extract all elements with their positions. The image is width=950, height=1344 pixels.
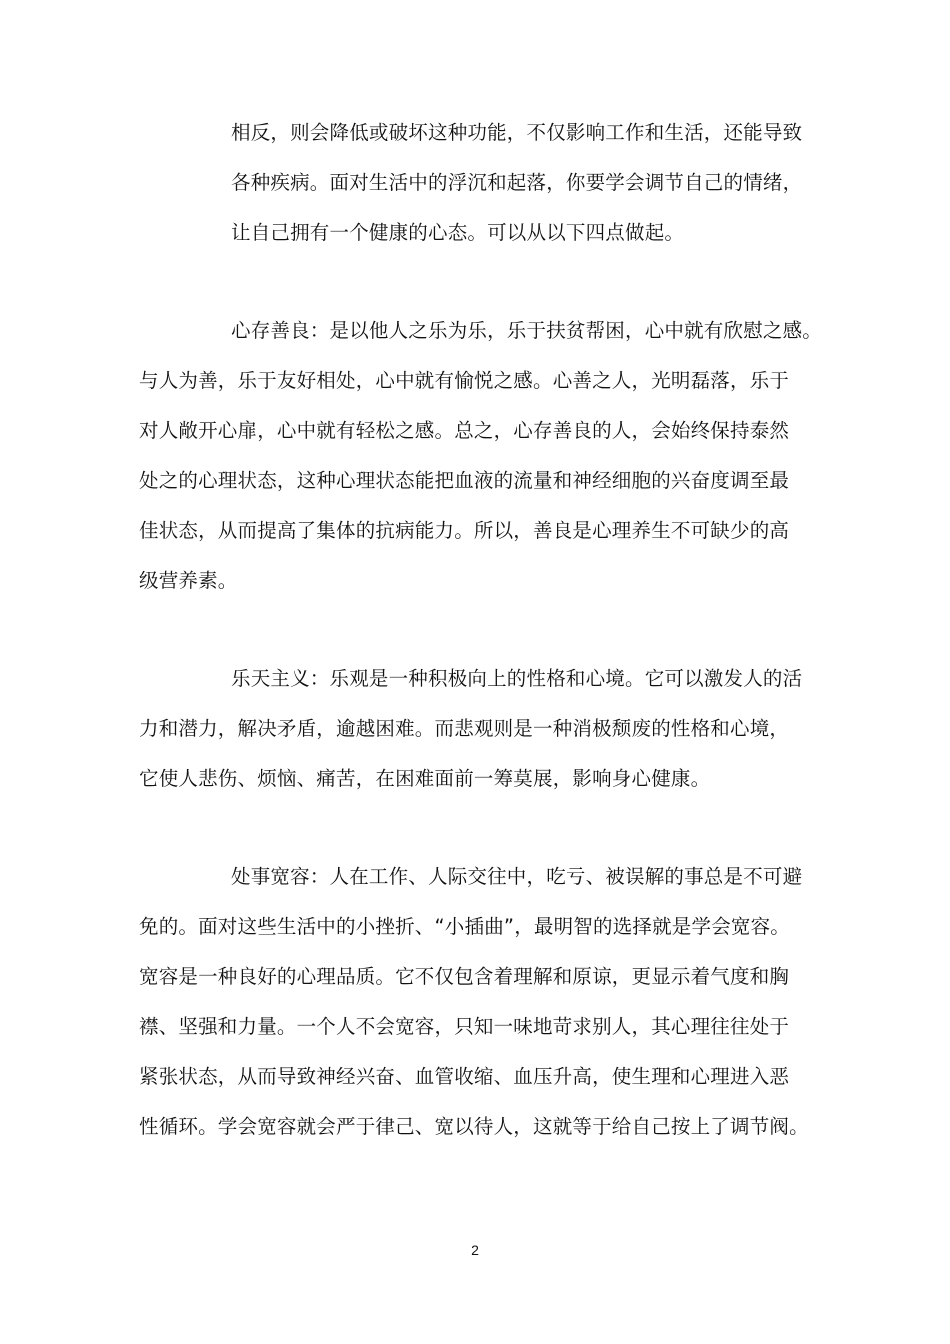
paragraph-line: 心存善良：是以他人之乐为乐，乐于扶贫帮困，心中就有欣慰之感。: [231, 319, 823, 342]
paragraph-line: 免的。面对这些生活中的小挫折、“小插曲”，最明智的选择就是学会宽容。: [139, 915, 791, 938]
paragraph-line: 紧张状态，从而导致神经兴奋、血管收缩、血压升高，使生理和心理进入恶: [139, 1065, 790, 1088]
paragraph-line: 襟、坚强和力量。一个人不会宽容，只知一味地苛求别人，其心理往往处于: [139, 1015, 790, 1038]
paragraph-line: 佳状态，从而提高了集体的抗病能力。所以，善良是心理养生不可缺少的高: [139, 519, 790, 542]
paragraph-line: 宽容是一种良好的心理品质。它不仅包含着理解和原谅，更显示着气度和胸: [139, 965, 790, 988]
paragraph-line: 与人为善，乐于友好相处，心中就有愉悦之感。心善之人，光明磊落，乐于: [139, 369, 790, 392]
paragraph-line: 各种疾病。面对生活中的浮沉和起落，你要学会调节自己的情绪，: [231, 171, 803, 194]
paragraph-line: 处事宽容：人在工作、人际交往中，吃亏、被误解的事总是不可避: [231, 865, 803, 888]
paragraph-line: 它使人悲伤、烦恼、痛苦，在困难面前一筹莫展，影响身心健康。: [139, 767, 711, 790]
paragraph-line: 级营养素。: [139, 569, 238, 592]
paragraph-line: 对人敞开心扉，心中就有轻松之感。总之，心存善良的人，会始终保持泰然: [139, 419, 790, 442]
paragraph-line: 处之的心理状态，这种心理状态能把血液的流量和神经细胞的兴奋度调至最: [139, 469, 790, 492]
paragraph-line: 相反，则会降低或破坏这种功能，不仅影响工作和生活，还能导致: [231, 121, 803, 144]
paragraph-line: 乐天主义：乐观是一种积极向上的性格和心境。它可以激发人的活: [231, 667, 803, 690]
paragraph-line: 力和潜力，解决矛盾，逾越困难。而悲观则是一种消极颓废的性格和心境，: [139, 717, 790, 740]
paragraph-line: 性循环。学会宽容就会严于律己、宽以待人，这就等于给自己按上了调节阀。: [139, 1115, 809, 1138]
page-number: 2: [471, 1242, 479, 1258]
paragraph-line: 让自己拥有一个健康的心态。可以从以下四点做起。: [231, 221, 685, 244]
